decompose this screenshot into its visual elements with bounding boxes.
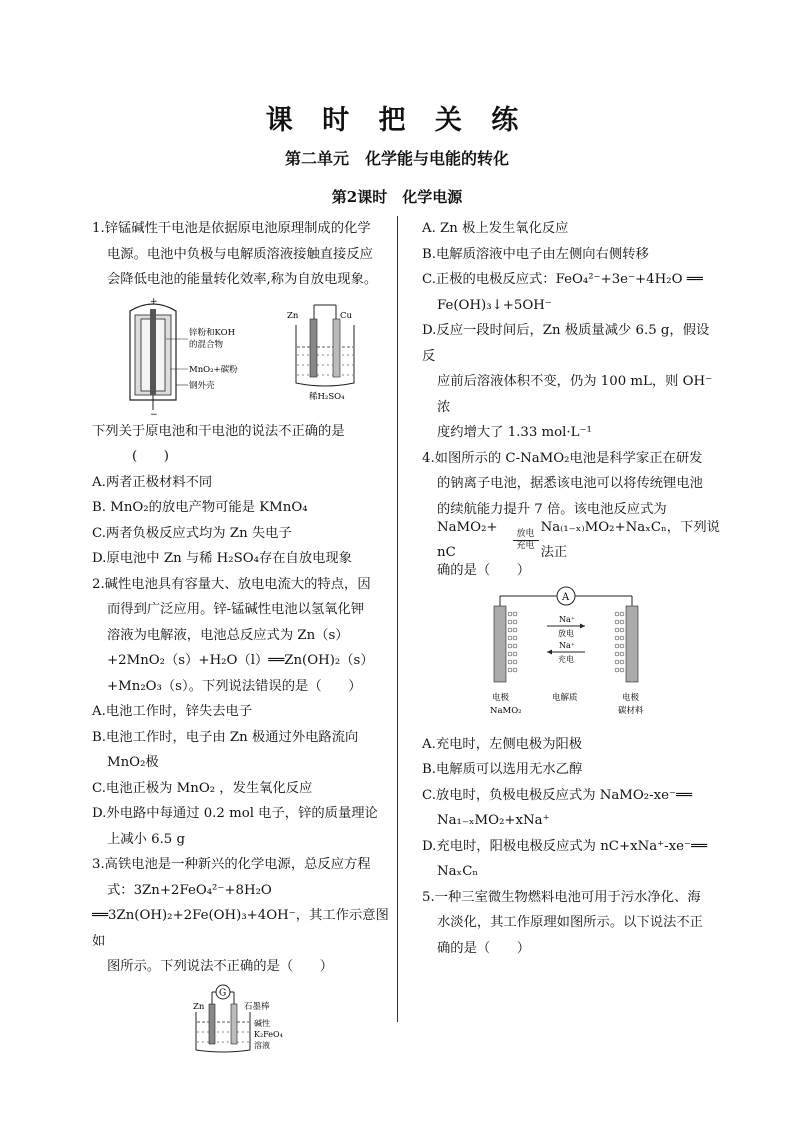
q4-option-c-cont: Na₁₋ₓMO₂+xNa⁺ — [437, 813, 550, 828]
q2-option-b-cont: MnO₂极 — [107, 755, 159, 770]
q3-stem-line: ══3Zn(OH)₂+2Fe(OH)₃+4OH⁻，其工作示意图如 — [92, 908, 389, 949]
q1-option-c: C.两者负极反应式均为 Zn 失电子 — [92, 525, 292, 541]
q2-option-d: D.外电路中每通过 0.2 mol 电子，锌的质量理论 — [92, 806, 378, 821]
page-title: 课 时 把 关 练 — [265, 105, 529, 136]
right-column — [422, 216, 722, 961]
q4-option-d-cont: NaₓCₙ — [437, 864, 479, 879]
electrode-label: 碳材料 — [618, 705, 644, 716]
q2-option-a: A.电池工作时，锌失去电子 — [92, 704, 253, 719]
q1-stem-line: 会降低电池的能量转化效率,称为自放电现象。 — [107, 272, 378, 287]
electrode-label: NaMO₂ — [490, 705, 522, 716]
q3-option-c: C.正极的电极反应式：FeO₄²⁻+3e⁻+4H₂O ══ — [422, 272, 703, 287]
fig-label: MnO₂+碳粉 — [189, 364, 238, 375]
electrode-label: 电极 — [492, 692, 510, 703]
q4-figure — [422, 586, 722, 730]
q3-stem-line: 图所示。下列说法不正确的是（ ） — [107, 959, 334, 974]
unit-heading: 第二单元 化学能与电能的转化 — [284, 149, 509, 168]
q1-stem-line: 1.锌锰碱性干电池是依据原电池原理制成的化学 — [92, 221, 371, 236]
q5-stem-line: 5.一种三室微生物燃料电池可用于污水净化、海 — [422, 889, 701, 905]
q4-option-b: B.电解质可以选用无水乙醇 — [422, 762, 583, 777]
solution-label: K₂FeO₄ — [254, 1029, 283, 1039]
dry-cell-and-galvanic-cell-diagram — [92, 295, 392, 417]
question-1 — [92, 216, 392, 572]
sodium-ion-battery-diagram — [422, 586, 722, 730]
minus-terminal-label: − — [150, 409, 158, 417]
solution-label: 碱性 — [254, 1018, 270, 1028]
q4-stem-line: 的续航能力提升 7 倍。该电池反应式为 — [437, 501, 667, 517]
q1-ask: 下列关于原电池和干电池的说法不正确的是 — [92, 423, 345, 439]
sodium-ion-label: Na⁺ — [559, 640, 575, 650]
acid-label: 稀H₂SO₄ — [309, 391, 345, 402]
q1-option-d: D.原电池中 Zn 与稀 H₂SO₄存在自放电现象 — [92, 551, 353, 566]
fig-label: 钢外壳 — [189, 380, 215, 391]
solution-label: 溶液 — [254, 1040, 270, 1050]
q1-stem-line: 电源。电池中负极与电解质溶液接触直接反应 — [107, 246, 373, 262]
cu-label: Cu — [340, 310, 352, 321]
q2-option-d-cont: 上减小 6.5 g — [107, 831, 186, 847]
q2-option-b: B.电池工作时，电子由 Zn 极通过外电路流向 — [92, 729, 359, 745]
graphite-rod-label: 石墨棒 — [244, 1001, 270, 1012]
lesson-heading: 第2课时 化学电源 — [331, 188, 463, 206]
question-3-options — [422, 216, 722, 446]
question-2 — [92, 572, 392, 853]
q3-stem-line: 式：3Zn+2FeO₄²⁻+8H₂O — [107, 882, 272, 898]
column-divider — [397, 216, 398, 1022]
q2-stem-line: 溶液为电解液，电池总反应式为 Zn（s） — [107, 627, 349, 643]
q1-answer-paren: ( ) — [132, 449, 169, 464]
q2-stem-line: 2.碱性电池具有容量大、放电电流大的特点，因 — [92, 576, 371, 592]
q5-stem-line: 水淡化，其工作原理如图所示。以下说法不正 — [437, 915, 703, 930]
sodium-ion-label: Na⁺ — [559, 614, 575, 624]
q2-option-c: C.电池正极为 MnO₂ ，发生氧化反应 — [92, 780, 313, 796]
iron-battery-diagram — [92, 982, 392, 1054]
question-4 — [422, 446, 722, 885]
q3-stem-line: 3.高铁电池是一种新兴的化学电源，总反应方程 — [92, 857, 371, 872]
q4-stem-tail: 确的是（ ） — [437, 563, 531, 578]
reversible-arrow: 放电 充电 — [513, 529, 539, 552]
discharge-label: 放电 — [558, 628, 574, 638]
question-3 — [92, 852, 392, 1054]
q4-equation: NaMO₂+ nC 放电 充电 Na₍₁₋ₓ₎MO₂+NaₓCₙ，下列说法正 — [437, 519, 720, 560]
question-5 — [422, 885, 722, 962]
q1-figure — [92, 295, 392, 417]
galvanometer-label: G — [219, 988, 227, 998]
q4-option-a: A.充电时，左侧电极为阳极 — [422, 736, 583, 752]
q2-stem-line: 而得到广泛应用。锌-锰碱性电池以氢氧化钾 — [107, 602, 365, 617]
q3-option-d-cont: 度约增大了 1.33 mol·L⁻¹ — [437, 425, 592, 440]
q1-option-a: A.两者正极材料不同 — [92, 474, 213, 490]
q4-option-d: D.充电时，阳极电极反应式为 nC+xNa⁺-xe⁻══ — [422, 838, 708, 854]
q3-option-a: A. Zn 极上发生氧化反应 — [422, 221, 569, 236]
left-column — [92, 216, 392, 1056]
q3-option-d: D.反应一段时间后，Zn 极质量减少 6.5 g，假设反 — [422, 323, 710, 364]
q5-stem-line: 确的是（ ） — [437, 940, 531, 956]
q1-option-b: B. MnO₂的放电产物可能是 KMnO₄ — [92, 500, 308, 515]
q4-option-c: C.放电时，负极电极反应式为 NaMO₂-xe⁻══ — [422, 787, 693, 803]
q3-option-b: B.电解质溶液中电子由左侧向右侧转移 — [422, 246, 649, 262]
electrolyte-label: 电解质 — [552, 692, 578, 703]
ammeter-label: A — [562, 591, 570, 603]
q2-stem-line: +2MnO₂（s）+H₂O（l）══Zn(OH)₂（s） — [107, 653, 374, 668]
fig-label: 锌粉和KOH — [189, 327, 236, 338]
q4-stem-line: 的钠离子电池，据悉该电池可以将传统锂电池 — [437, 476, 703, 491]
q2-stem-line: +Mn₂O₃（s）。下列说法错误的是（ ） — [107, 678, 362, 694]
fig-label: 的混合物 — [189, 339, 224, 350]
zn-label: Zn — [287, 310, 299, 321]
zn-label: Zn — [193, 1001, 205, 1012]
q4-stem-line: 4.如图所示的 C-NaMO₂电池是科学家正在研发 — [422, 450, 703, 466]
charge-label: 充电 — [558, 654, 574, 664]
electrode-label: 电极 — [622, 692, 640, 703]
q3-option-d-cont: 应前后溶液体积不变，仍为 100 mL，则 OH⁻浓 — [437, 374, 713, 415]
plus-terminal-label: + — [150, 296, 158, 307]
q3-option-c-cont: Fe(OH)₃↓+5OH⁻ — [437, 297, 552, 313]
q3-figure — [92, 982, 392, 1054]
